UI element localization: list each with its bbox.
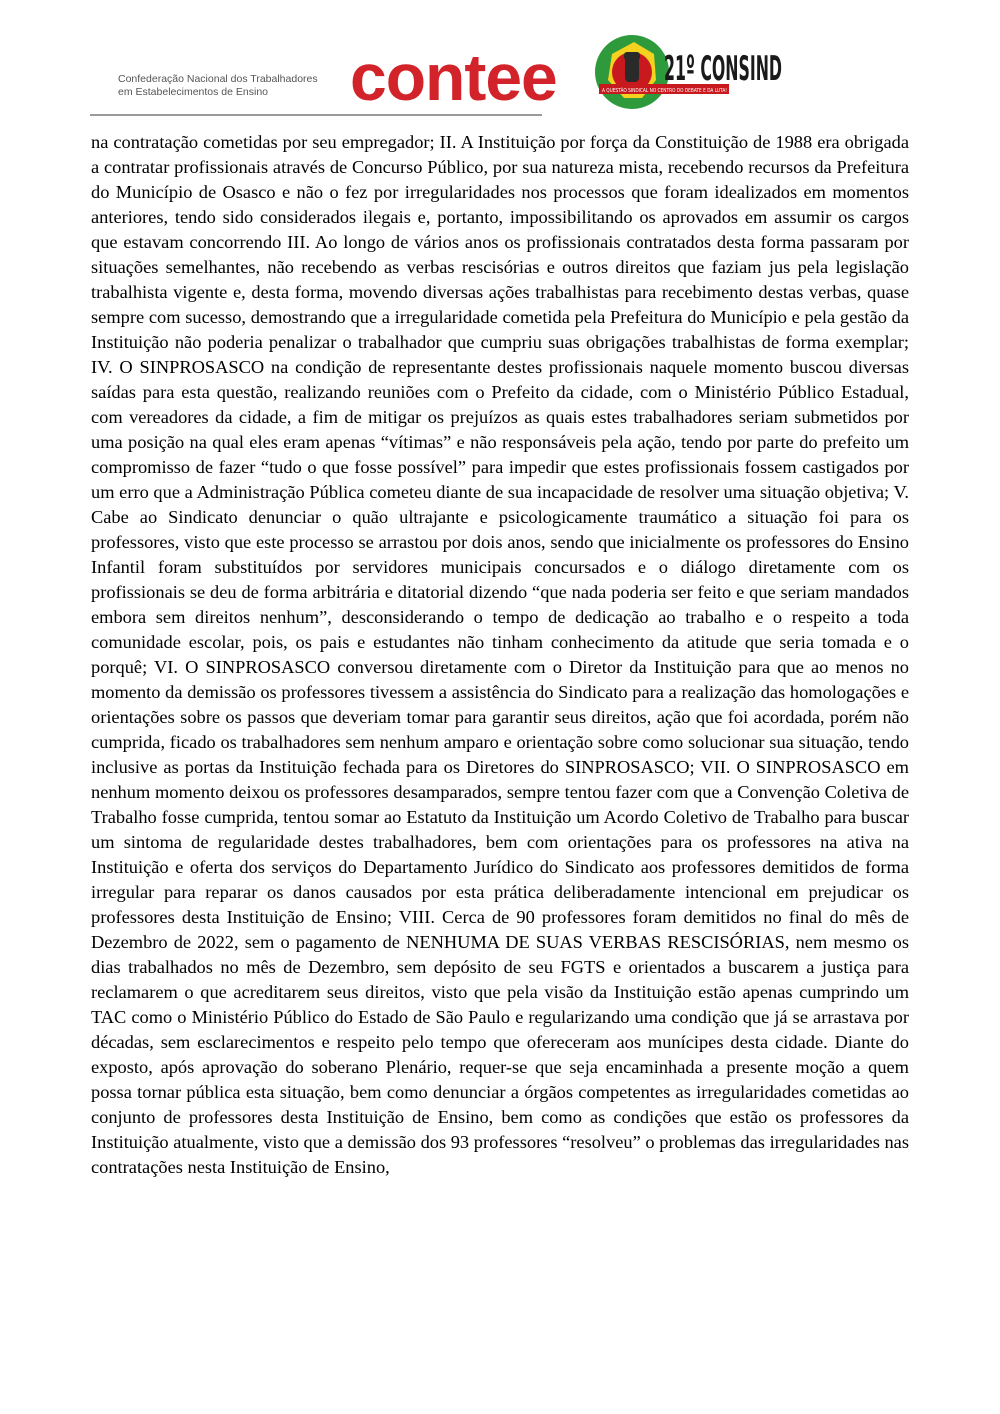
organization-name [118,73,348,99]
contee-logo: contee [350,40,557,114]
page-header [0,0,1000,125]
organization-name-line-2: em Estabelecimentos de Ensino [118,86,268,98]
consind-seal-tagline: A QUESTÃO SINDICAL NO CENTRO DO DEBATE E DA LUTA! [602,88,765,94]
document-body-text: na contratação cometidas por seu empregador; II. A Instituição por força da Constituição de 1988 era obrigada a contratar profissionais através de Concurso Público, por sua natureza mista, recebendo recursos da Prefeitura do Município de Osasco e não o fez por irregularidades nos processos que foram idealizados em momentos anteriores, tendo sido considerados ilegais e, portanto, impossibilitando os aprovados em assumir os cargos que estavam concorrendo III. Ao longo de vários anos os profissionais contratados desta forma passaram por situações semelhantes, não recebendo as verbas rescisórias e outros direitos que faziam jus pela legislação trabalhista vigente e, desta forma, movendo diversas ações trabalhistas para recebimento destas verbas, quase sempre com sucesso, demostrando que a irregularidade cometida pela Prefeitura do Município e pela gestão da Instituição não poderia penalizar o trabalhador que cumpriu suas obrigações trabalhistas de forma exemplar; IV. O SINPROSASCO na condição de representante destes profissionais naquele momento buscou diversas saídas para esta questão, realizando reuniões com o Prefeito da cidade, com o Ministério Público Estadual, com vereadores da cidade, a fim de mitigar os prejuízos as quais estes trabalhadores seriam submetidos por uma posição na qual eles eram apenas “vítimas” e não responsáveis pela ação, tendo por parte do prefeito um compromisso de fazer “tudo o que fosse possível” para impedir que estes profissionais fossem castigados por um erro que a Administração Pública cometeu diante de sua incapacidade de resolver uma situação objetiva; V. Cabe ao Sindicato denunciar o quão ultrajante e psicologicamente traumático a situação foi para os professores, visto que este processo se arrastou por dois anos, sendo que inicialmente os professores do Ensino Infantil foram substituídos por servidores municipais concursados e o diálogo diretamente com os profissionais se deu de forma arbitrária e ditatorial dizendo “que nada poderia ser feito e que seriam mandados embora sem direitos nenhum”, desconsiderando o tempo de dedicação ao trabalho e o respeito a toda comunidade escolar, pois, os pais e estudantes não tinham conhecimento da atitude que seria tomada e o porquê; VI. O SINPROSASCO conversou diretamente com o Diretor da Instituição para que ao menos no momento da demissão os professores tivessem a assistência do Sindicato para a realização das homologações e orientações sobre os passos que deveriam tomar para garantir seus direitos, ação que foi acordada, porém não cumprida, ficado os trabalhadores sem nenhum amparo e orientação sobre como solucionar sua situação, tendo inclusive as portas da Instituição fechada para os Diretores do SINPROSASCO; VII. O SINPROSASCO em nenhum momento deixou os professores desamparados, sempre tentou fazer com que a Convenção Coletiva de Trabalho fosse cumprida, tentou somar ao Estatuto da Instituição um Acordo Coletivo de Trabalho para buscar um sintoma de regularidade destes trabalhadores, bem com orientações para os professores na ativa na Instituição e oferta dos serviços do Departamento Jurídico do Sindicato aos professores demitidos de forma irregular para reparar os danos causados por esta prática deliberadamente intencional em prejudicar os professores desta Instituição de Ensino; VIII. Cerca de 90 professores foram demitidos no final do mês de Dezembro de 2022, sem o pagamento de NENHUMA DE SUAS VERBAS RESCISÓRIAS, nem mesmo os dias trabalhados no mês de Dezembro, sem depósito de seu FGTS e orientados a buscarem a justiça para reclamarem o que acreditarem seus direitos, visto que pela visão da Instituição estão apenas cumprindo um TAC como o Ministério Público do Estado de São Paulo e regularizando uma condição que já se arrastava por décadas, sem esclarecimentos e respeito pelo tempo que ofereceram aos munícipes desta cidade. Diante do exposto, após aprovação do soberano Plenário, requer-se que seja encaminhada a presente moção a quem possa tornar pública esta situação, bem como denunciar a órgãos competentes as irregularidades cometidas ao conjunto de professores desta Instituição de Ensino, bem como as condições que estão os professores da Instituição atualmente, visto que a demissão dos 93 professores “resolveu” o problemas das irregularidades nas contratações nesta Instituição de Ensino, [91,132,909,1177]
consind-seal-title: 21º CONSIND [664,49,782,89]
header-divider [90,114,542,116]
organization-name-line-1: Confederação Nacional dos Trabalhadores [118,73,318,85]
consind-seal-logo [594,32,784,114]
